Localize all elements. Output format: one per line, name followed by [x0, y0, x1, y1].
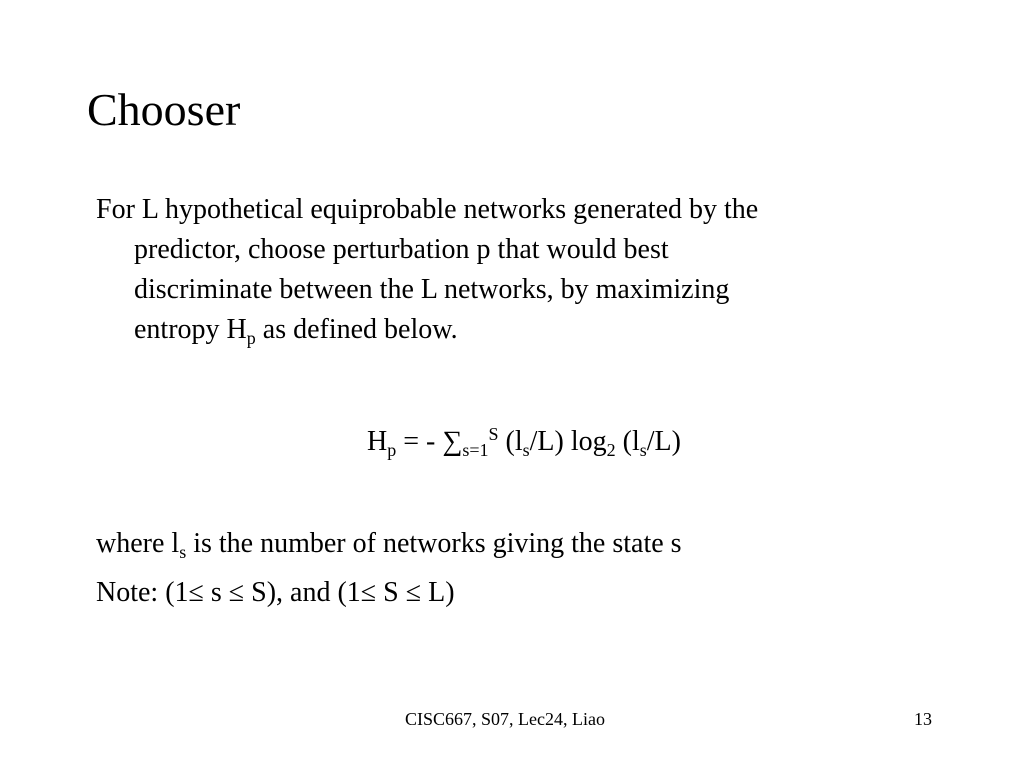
paragraph-line-3: discriminate between the L networks, by maximizing	[134, 274, 730, 305]
summation-symbol: ∑	[442, 426, 463, 457]
body-paragraph	[96, 190, 936, 350]
formula-term-1-subscript: s	[522, 440, 530, 460]
paragraph-line-4-text: entropy H	[134, 314, 247, 345]
summation-upper-bound: S	[488, 424, 499, 444]
paragraph-line-4-tail: as defined below.	[255, 314, 458, 345]
slide-footer: CISC667, S07, Lec24, Liao	[405, 709, 605, 729]
formula-lhs: H	[367, 426, 388, 457]
where-text: where l	[96, 528, 180, 559]
paragraph-line-4	[96, 310, 936, 350]
formula-term-1: (l	[498, 426, 523, 457]
paragraph-line-1: For L hypothetical equiprobable networks generated by the	[96, 194, 759, 225]
where-tail: is the number of networks giving the state s	[186, 528, 682, 559]
entropy-formula	[367, 422, 681, 462]
summation-lower-bound: s=1	[462, 440, 489, 460]
paragraph-line-2: predictor, choose perturbation p that would best	[134, 234, 669, 265]
page-number: 13	[914, 709, 932, 729]
formula-term-2: /L) log	[529, 426, 607, 457]
where-line	[96, 524, 682, 564]
where-subscript: s	[179, 542, 187, 562]
note-line: Note: (1≤ s ≤ S), and (1≤ S ≤ L)	[96, 577, 455, 608]
formula-equals: = -	[396, 426, 443, 457]
entropy-subscript: p	[246, 328, 256, 348]
formula-lhs-subscript: p	[387, 440, 397, 460]
log-base-subscript: 2	[606, 440, 616, 460]
formula-term-4: /L)	[646, 426, 681, 457]
formula-term-3-subscript: s	[639, 440, 647, 460]
formula-term-3: (l	[615, 426, 640, 457]
slide-title: Chooser	[87, 84, 241, 135]
